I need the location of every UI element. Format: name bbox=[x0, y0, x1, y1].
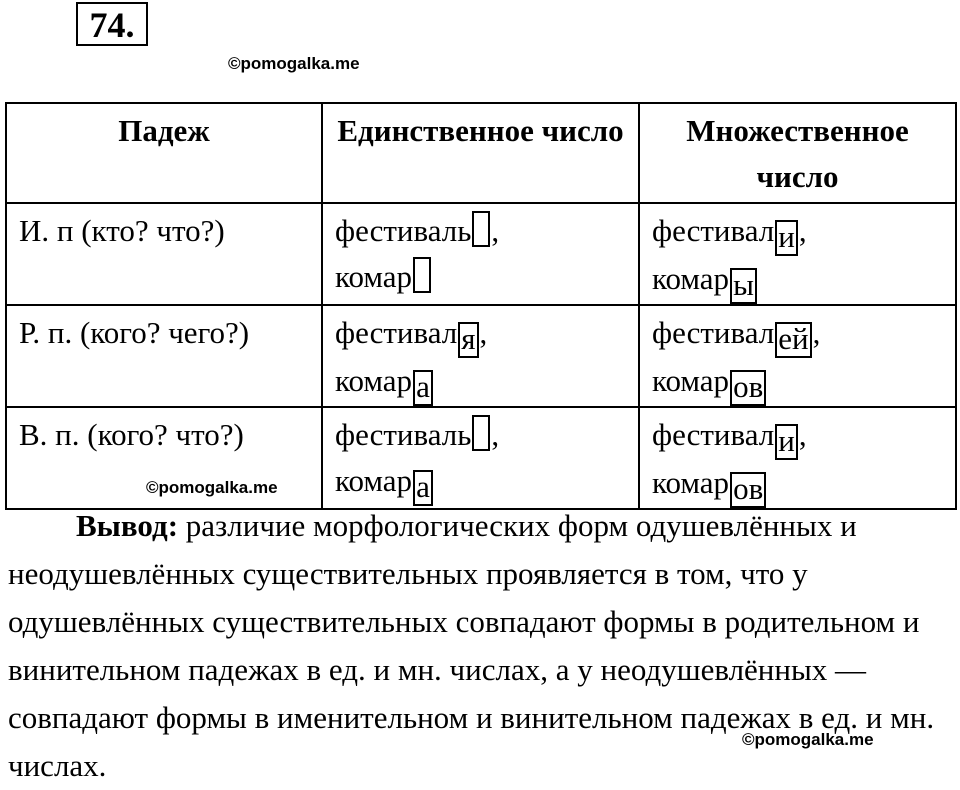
word-form bbox=[335, 310, 628, 358]
plural-cell bbox=[639, 203, 956, 305]
table-header-row bbox=[6, 103, 956, 203]
conclusion-label: Вывод: bbox=[76, 508, 179, 543]
header-plural: Множественное число bbox=[639, 103, 956, 203]
punctuation: , bbox=[812, 315, 821, 350]
plural-cell bbox=[639, 407, 956, 509]
word-form bbox=[652, 460, 945, 508]
ending-box bbox=[472, 415, 490, 451]
table-row bbox=[6, 305, 956, 407]
case-cell: В. п. (кого? что?) bbox=[6, 407, 322, 509]
punctuation: , bbox=[479, 315, 488, 350]
ending-box: ов bbox=[730, 472, 766, 508]
word-stem: фестиваль bbox=[335, 417, 472, 452]
punctuation: , bbox=[798, 417, 807, 452]
ending-box: а bbox=[413, 370, 433, 406]
word-stem: комар bbox=[335, 363, 413, 398]
word-stem: комар bbox=[652, 465, 730, 500]
word-form bbox=[652, 208, 945, 256]
ending-box bbox=[472, 211, 490, 247]
word-form bbox=[652, 310, 945, 358]
ending-box: ей bbox=[775, 322, 811, 358]
punctuation: , bbox=[491, 213, 500, 248]
case-cell: И. п (кто? что?) bbox=[6, 203, 322, 305]
word-stem: комар bbox=[652, 261, 730, 296]
word-stem: комар bbox=[652, 363, 730, 398]
singular-cell bbox=[322, 407, 639, 509]
ending-box: и bbox=[775, 424, 798, 460]
ending-box: а bbox=[413, 470, 433, 506]
watermark: ©pomogalka.me bbox=[742, 730, 874, 749]
watermark: ©pomogalka.me bbox=[146, 478, 278, 497]
word-stem: фестивал bbox=[652, 315, 775, 350]
word-stem: комар bbox=[335, 259, 413, 294]
ending-box: и bbox=[775, 220, 798, 256]
word-stem: фестивал bbox=[335, 315, 458, 350]
word-stem: комар bbox=[335, 463, 413, 498]
watermark: ©pomogalka.me bbox=[228, 54, 360, 73]
declension-table bbox=[5, 102, 957, 510]
plural-cell bbox=[639, 305, 956, 407]
ending-box: я bbox=[458, 322, 478, 358]
word-form bbox=[335, 412, 628, 458]
word-form bbox=[335, 208, 628, 254]
punctuation: , bbox=[798, 213, 807, 248]
singular-cell bbox=[322, 203, 639, 305]
ending-box bbox=[413, 257, 431, 293]
header-singular: Единственное число bbox=[322, 103, 639, 203]
table-row bbox=[6, 203, 956, 305]
word-stem: фестиваль bbox=[335, 213, 472, 248]
header-case: Падеж bbox=[6, 103, 322, 203]
word-form bbox=[335, 358, 628, 406]
case-cell: Р. п. (кого? чего?) bbox=[6, 305, 322, 407]
word-form bbox=[335, 254, 628, 300]
word-form bbox=[652, 412, 945, 460]
word-form bbox=[652, 256, 945, 304]
word-form bbox=[335, 458, 628, 506]
ending-box: ы bbox=[730, 268, 757, 304]
word-stem: фестивал bbox=[652, 417, 775, 452]
singular-cell bbox=[322, 305, 639, 407]
ending-box: ов bbox=[730, 370, 766, 406]
word-form bbox=[652, 358, 945, 406]
word-stem: фестивал bbox=[652, 213, 775, 248]
exercise-number: 74. bbox=[76, 2, 148, 46]
punctuation: , bbox=[491, 417, 500, 452]
conclusion-text: различие морфологических форм одушевлённых и неодушевлённых существительных проявляется в том, что у одушевлённых существительных совпадают формы в родительном и винительном падежах в ед. и мн. числах, а у неодушевлённых — совпадают формы в именительном и винительном падежах в ед. и мн. числах. bbox=[8, 508, 935, 783]
